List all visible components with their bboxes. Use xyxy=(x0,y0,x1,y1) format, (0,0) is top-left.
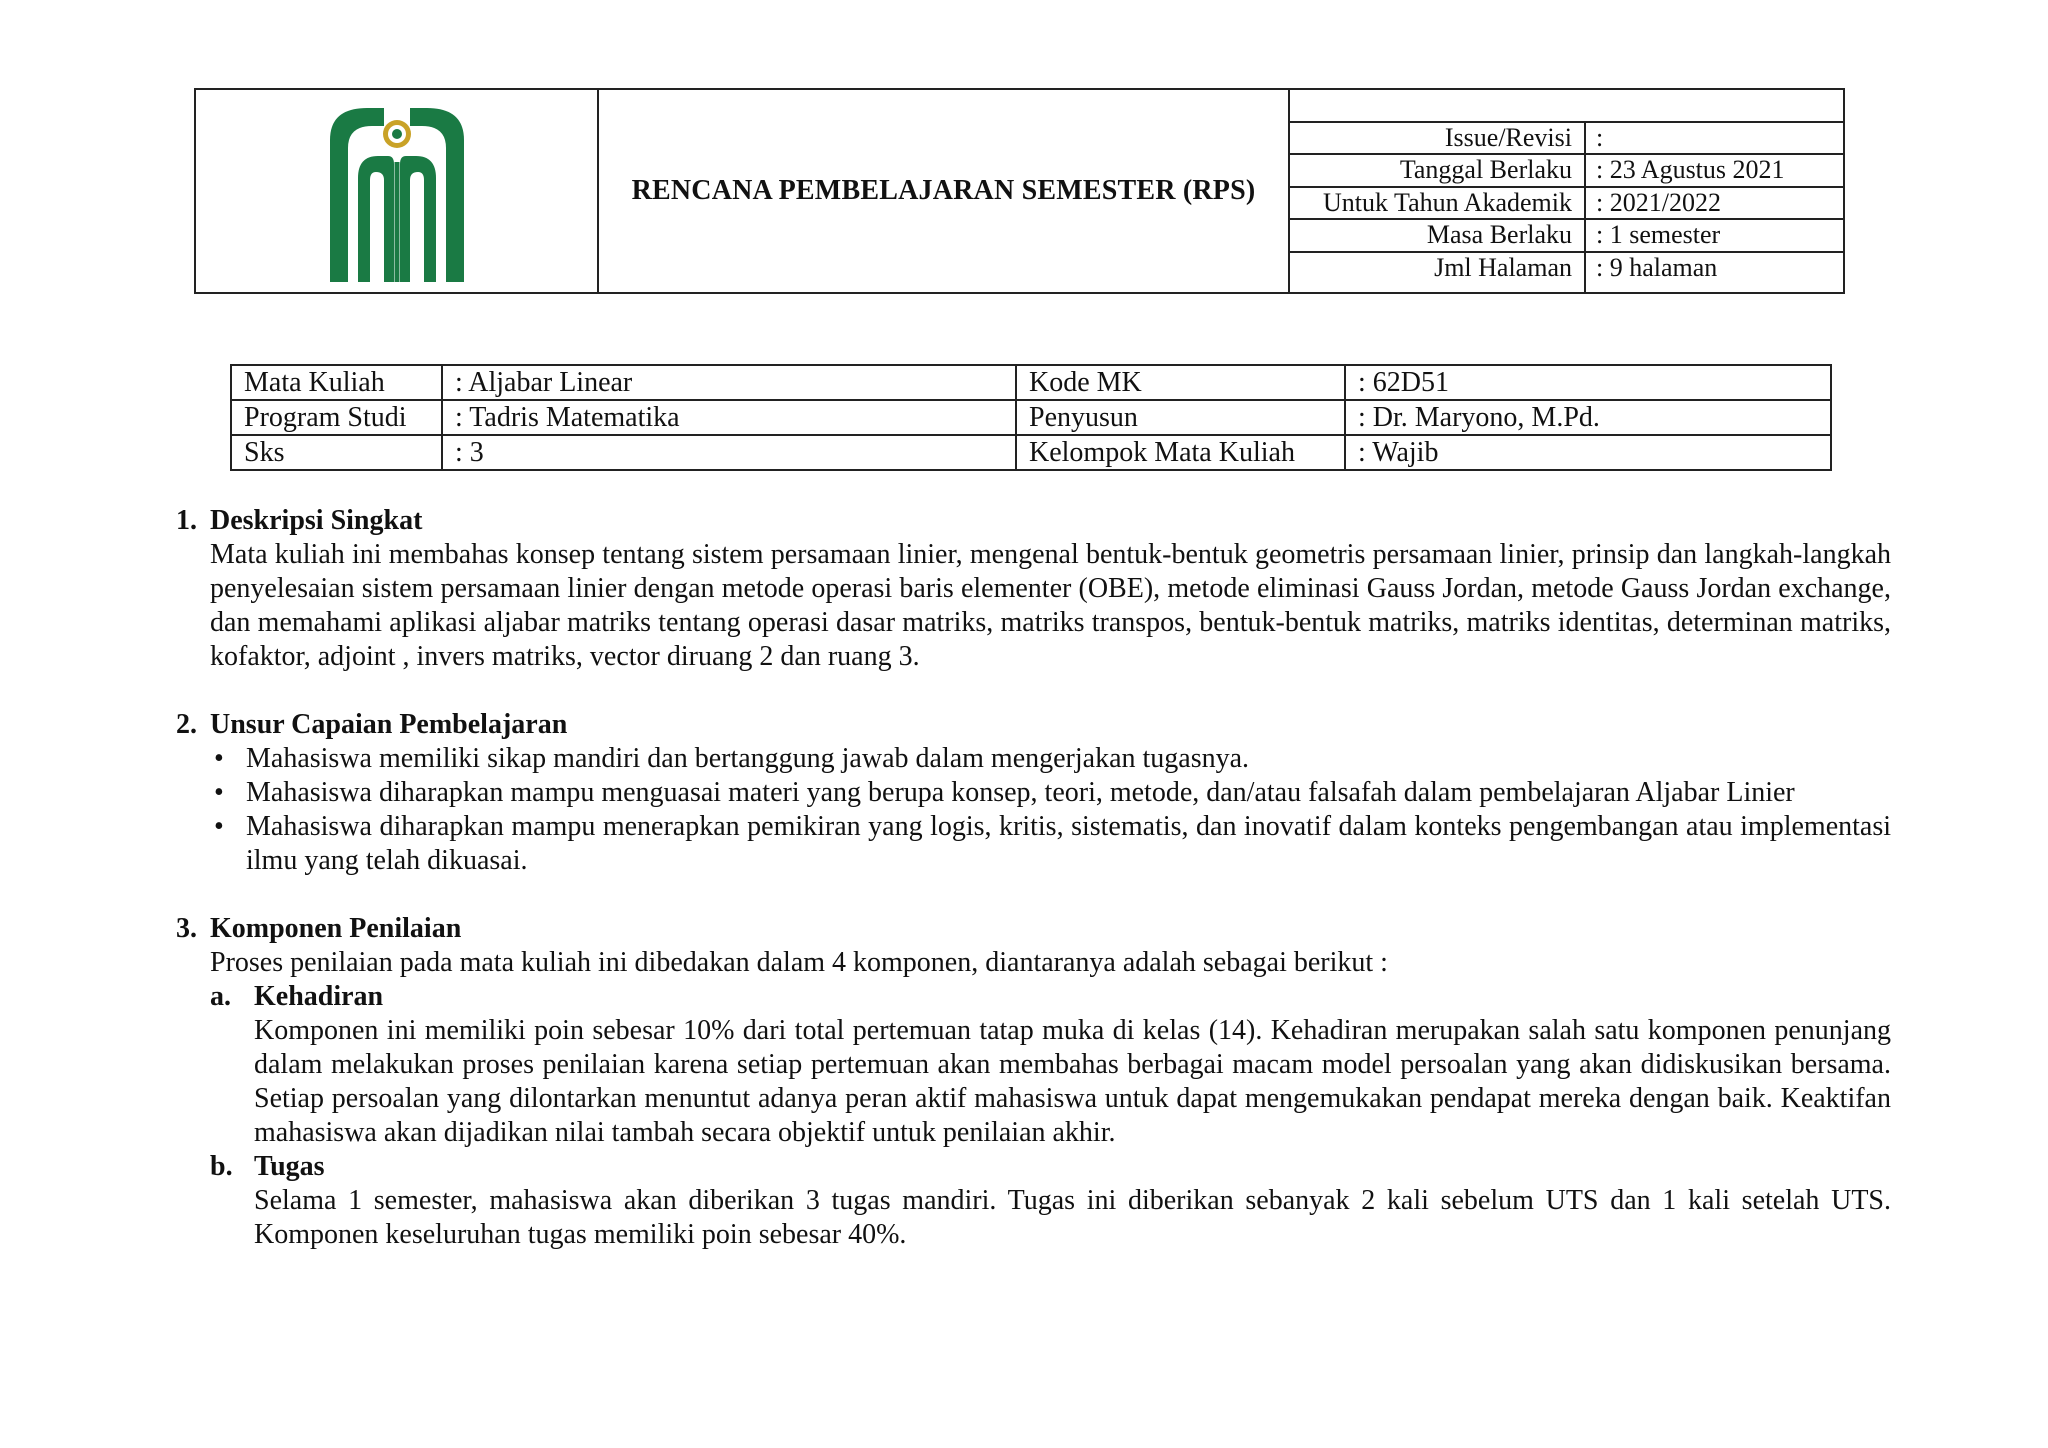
course-label: Kode MK xyxy=(1016,365,1345,400)
course-label: Mata Kuliah xyxy=(231,365,442,400)
section-title: Unsur Capaian Pembelajaran xyxy=(210,709,568,740)
course-label: Kelompok Mata Kuliah xyxy=(1016,435,1345,470)
subsection-paragraph: Selama 1 semester, mahasiswa akan diberikan 3 tugas mandiri. Tugas ini diberikan sebanyak 2 kali sebelum UTS dan 1 kali setelah UTS. Komponen keseluruhan tugas memiliki poin sebesar 40%. xyxy=(254,1185,1891,1250)
meta-row-pages xyxy=(1290,253,1843,292)
section-intro: Proses penilaian pada mata kuliah ini dibedakan dalam 4 komponen, diantaranya adalah sebagai berikut : xyxy=(210,947,1388,978)
subsection-kehadiran xyxy=(210,980,1891,1150)
meta-row-academic-year xyxy=(1290,188,1843,220)
bullet-icon: • xyxy=(214,777,224,808)
course-label: Program Studi xyxy=(231,400,442,435)
section-title: Komponen Penilaian xyxy=(210,913,462,944)
section-penilaian xyxy=(176,912,1891,1252)
meta-value: : 23 Agustus 2021 xyxy=(1596,155,1785,185)
section-capaian xyxy=(176,708,1891,878)
meta-row-validity xyxy=(1290,220,1843,252)
course-info-table xyxy=(230,364,1832,471)
meta-value: : 2021/2022 xyxy=(1596,187,1721,217)
document-body xyxy=(176,504,1891,1252)
document-meta xyxy=(1290,90,1843,292)
meta-row-date xyxy=(1290,155,1843,187)
meta-value: : 9 halaman xyxy=(1596,252,1718,282)
document-title: RENCANA PEMBELAJARAN SEMESTER (RPS) xyxy=(599,90,1290,292)
section-number: 1. xyxy=(176,505,197,536)
list-item: • Mahasiswa memiliki sikap mandiri dan bertanggung jawab dalam mengerjakan tugasnya. xyxy=(214,743,1250,774)
table-row xyxy=(231,400,1831,435)
course-label: Sks xyxy=(231,435,442,470)
meta-label: Jml Halaman xyxy=(1290,253,1586,292)
meta-row-issue xyxy=(1290,123,1843,155)
table-row xyxy=(231,365,1831,400)
bullet-icon: • xyxy=(214,743,224,774)
subsection-title: Kehadiran xyxy=(254,981,384,1012)
course-value: : Tadris Matematika xyxy=(442,400,1016,435)
subsection-paragraph: Komponen ini memiliki poin sebesar 10% dari total pertemuan tatap muka di kelas (14). Kehadiran merupakan salah satu komponen penunjang dalam melakukan proses penilaian karena setiap pertemuan akan membahas berbagai macam model persoalan yang akan didiskusikan bersama. Setiap persoalan yang dilontarkan menuntut adanya peran aktif mahasiswa untuk dapat mengemukakan pendapat mereka dengan baik. Keaktifan mahasiswa akan dijadikan nilai tambah secara objektif untuk penilaian akhir. xyxy=(254,1015,1891,1148)
university-logo-icon xyxy=(322,100,472,282)
section-paragraph: Mata kuliah ini membahas konsep tentang sistem persamaan linier, mengenal bentuk-bentuk geometris persamaan linier, prinsip dan langkah-langkah penyelesaian sistem persamaan linier dengan metode operasi baris elementer (OBE), metode eliminasi Gauss Jordan, metode Gauss Jordan exchange, dan memahami aplikasi aljabar matriks tentang operasi dasar matriks, matriks transpos, bentuk-bentuk matriks, matriks identitas, determinan matriks, kofaktor, adjoint , invers matriks, vector diruang 2 dan ruang 3. xyxy=(210,539,1891,672)
meta-blank-row xyxy=(1290,90,1843,123)
course-value: : Aljabar Linear xyxy=(442,365,1016,400)
table-row xyxy=(231,435,1831,470)
bullet-icon: • xyxy=(214,811,224,842)
bullet-list xyxy=(210,742,1891,878)
section-number: 3. xyxy=(176,913,197,944)
subsection-tugas xyxy=(210,1150,1891,1252)
course-value: : Dr. Maryono, M.Pd. xyxy=(1345,400,1831,435)
meta-label: Masa Berlaku xyxy=(1290,220,1586,250)
course-value: : 3 xyxy=(442,435,1016,470)
list-item: • Mahasiswa diharapkan mampu menguasai materi yang berupa konsep, teori, metode, dan/atau falsafah dalam pembelajaran Aljabar Linier xyxy=(214,777,1795,808)
course-value: : Wajib xyxy=(1345,435,1831,470)
course-label: Penyusun xyxy=(1016,400,1345,435)
meta-value: : xyxy=(1596,123,1604,152)
course-value: : 62D51 xyxy=(1345,365,1831,400)
document-header xyxy=(194,88,1845,294)
section-deskripsi xyxy=(176,504,1891,674)
subsection-title: Tugas xyxy=(254,1151,325,1182)
logo-cell xyxy=(196,90,599,292)
meta-label: Issue/Revisi xyxy=(1290,123,1586,153)
subsection-letter: a. xyxy=(210,981,231,1012)
section-title: Deskripsi Singkat xyxy=(210,505,423,536)
meta-label: Untuk Tahun Akademik xyxy=(1290,188,1586,218)
meta-value: : 1 semester xyxy=(1596,220,1721,250)
subsection-letter: b. xyxy=(210,1151,233,1182)
meta-label: Tanggal Berlaku xyxy=(1290,155,1586,185)
section-number: 2. xyxy=(176,709,197,740)
list-item: • Mahasiswa diharapkan mampu menerapkan pemikiran yang logis, kritis, sistematis, dan inovatif dalam konteks pengembangan atau implementasi ilmu yang telah dikuasai. xyxy=(214,811,1891,876)
